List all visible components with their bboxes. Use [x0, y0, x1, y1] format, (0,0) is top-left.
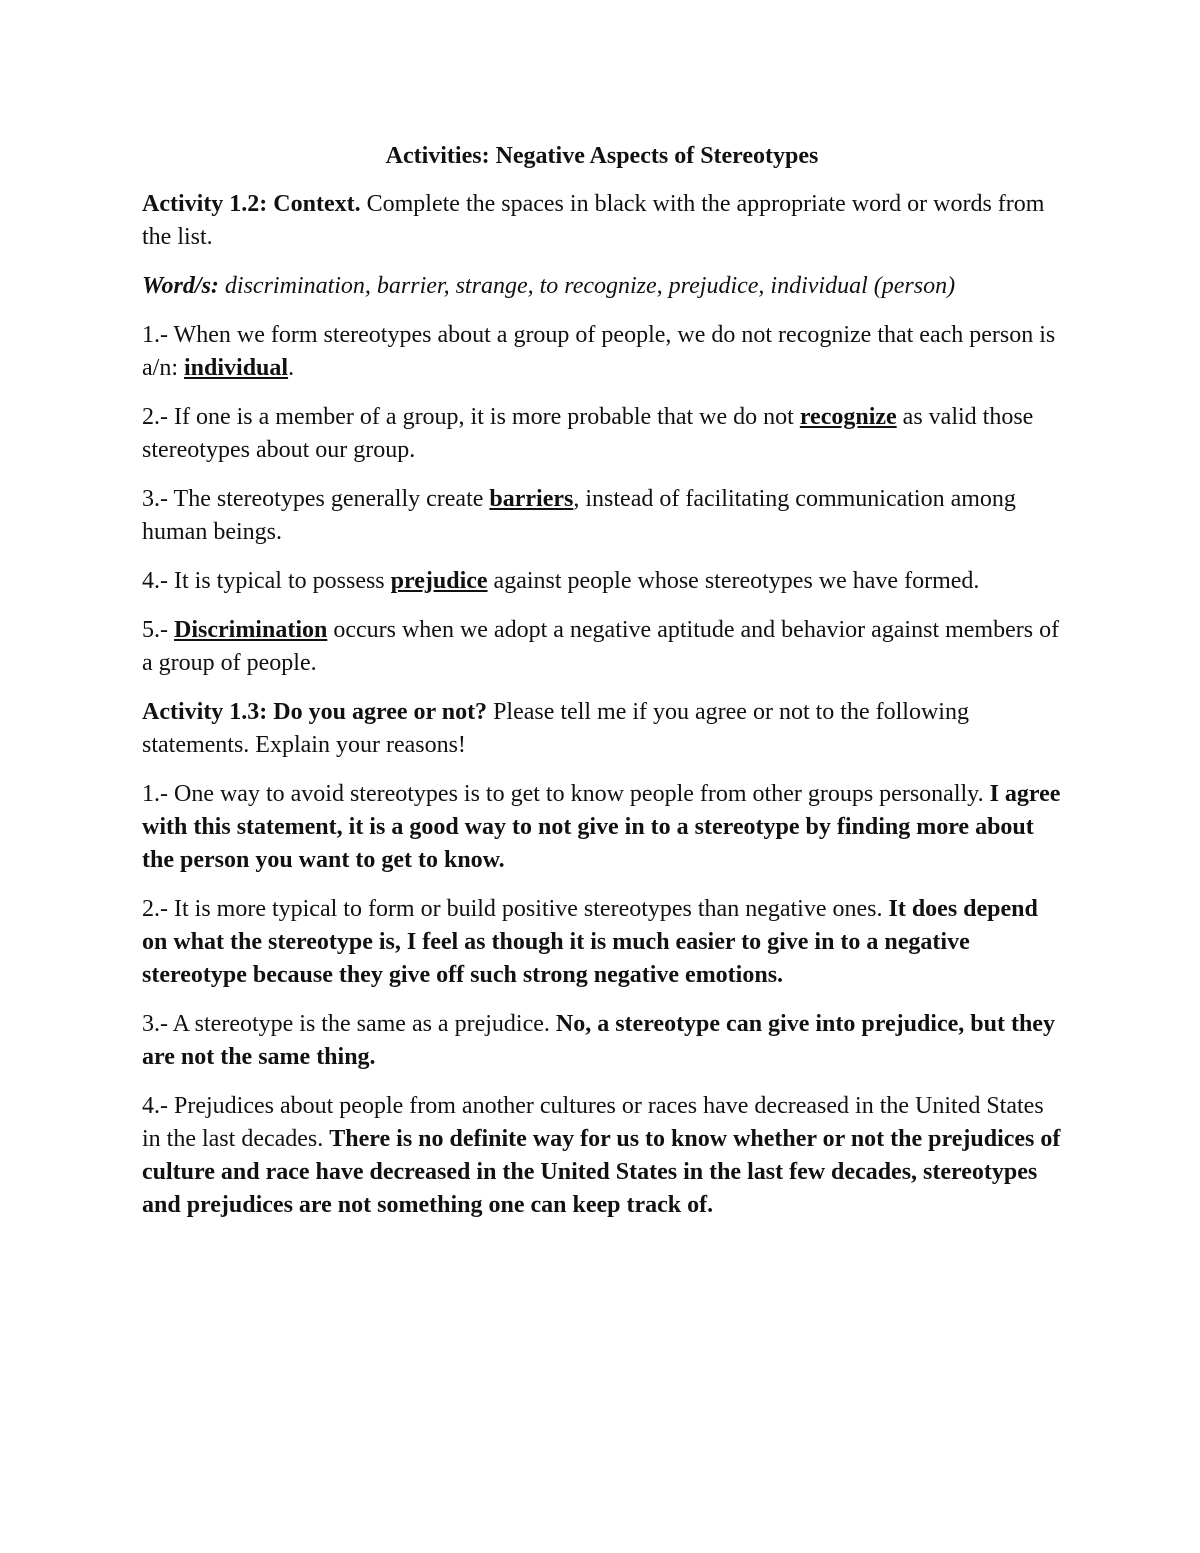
activity-1-2-item-4 [142, 565, 1062, 598]
activity-1-3-item-2 [142, 893, 1062, 992]
fill-in-answer: Discrimination [174, 617, 328, 643]
activity-1-3-item-4 [142, 1090, 1062, 1222]
activity-1-2-item-3 [142, 483, 1062, 549]
activity-1-3-instructions: Please tell me if you agree or not to the following statements. Explain your reasons! [142, 699, 969, 758]
word-list [142, 270, 1062, 303]
statement-text: 2.- It is more typical to form or build positive stereotypes than negative ones. [142, 896, 889, 922]
response-text: It does depend on what the stereotype is, I feel as though it is much easier to give in to a negative stereotype because they give off such strong negative emotions. [142, 896, 1038, 988]
activity-1-2-instructions: Complete the spaces in black with the appropriate word or words from the list. [142, 191, 1045, 250]
item-text-before: 1.- When we form stereotypes about a group of people, we do not recognize that each person is a/n: [142, 322, 1056, 381]
item-text-before: 3.- The stereotypes generally create [142, 486, 490, 512]
activity-1-2-item-5 [142, 614, 1062, 680]
response-text: I agree with this statement, it is a good way to not give in to a stereotype by finding more about the person you want to get to know. [142, 781, 1061, 873]
activity-1-2-intro [142, 188, 1062, 254]
fill-in-answer: prejudice [390, 568, 488, 594]
activity-1-2-item-2 [142, 401, 1062, 467]
statement-text: 1.- One way to avoid stereotypes is to get to know people from other groups personally. [142, 781, 990, 807]
activity-1-3-label: Activity 1.3: Do you agree or not? [142, 699, 488, 725]
item-text-after: occurs when we adopt a negative aptitude and behavior against members of a group of people. [142, 617, 1060, 676]
item-text-before: 5.- [142, 617, 174, 643]
item-text-before: 4.- It is typical to possess [142, 568, 391, 594]
activity-1-3-item-3 [142, 1008, 1062, 1074]
activity-1-3-intro [142, 696, 1062, 762]
activity-1-3-item-1 [142, 778, 1062, 877]
response-text: There is no definite way for us to know whether or not the prejudices of culture and race have decreased in the United States in the last few decades, stereotypes and prejudices are not something one can keep track of. [142, 1126, 1061, 1218]
word-list-items: discrimination, barrier, strange, to recognize, prejudice, individual (person) [218, 273, 956, 299]
fill-in-answer: recognize [799, 404, 897, 430]
item-text-before: 2.- If one is a member of a group, it is more probable that we do not [142, 404, 800, 430]
word-list-label: Word/s: [142, 273, 219, 299]
item-text-after: , instead of facilitating communication among human beings. [142, 486, 1016, 545]
activity-1-2-label: Activity 1.2: Context. [142, 191, 361, 217]
document-title: Activities: Negative Aspects of Stereotypes [385, 143, 819, 169]
activity-1-2-item-1 [142, 319, 1062, 385]
statement-text: 4.- Prejudices about people from another cultures or races have decreased in the United States in the last decades. [142, 1093, 1044, 1152]
response-text: No, a stereotype can give into prejudice, but they are not the same thing. [142, 1011, 1055, 1070]
fill-in-answer: individual [184, 355, 289, 381]
statement-text: 3.- A stereotype is the same as a prejudice. [142, 1011, 556, 1037]
item-text-after: . [288, 355, 295, 381]
document-page [142, 140, 1062, 1238]
item-text-after: as valid those stereotypes about our group. [142, 404, 1034, 463]
item-text-after: against people whose stereotypes we have formed. [487, 568, 980, 594]
fill-in-answer: barriers [489, 486, 574, 512]
